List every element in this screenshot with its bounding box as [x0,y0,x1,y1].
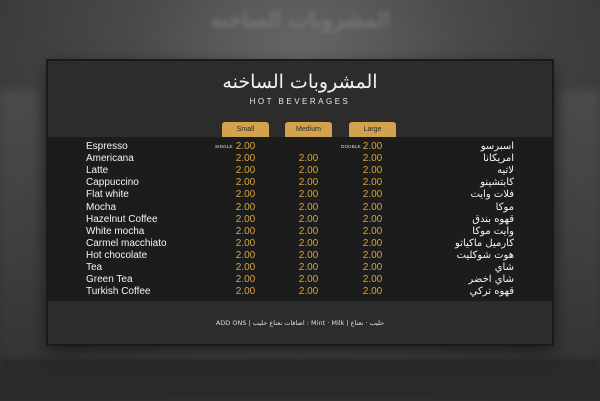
price-small: 2.00 [235,225,256,237]
menu-row [48,274,552,286]
price-small: 2.00 [235,201,256,213]
price-medium: 2.00 [298,249,319,261]
menu-title-english: HOT BEVERAGES [249,97,351,106]
price-small: 2.00 [235,141,256,152]
item-name-arabic: كارميل ماكياتو [455,237,514,249]
price-medium: 2.00 [298,213,319,225]
item-name-english: Flat white [86,189,129,201]
item-name-arabic: قهوه بندق [472,213,514,225]
column-header-large: Large [349,122,396,137]
item-name-english: Green Tea [86,274,133,286]
item-name-arabic: كابتشينو [480,177,514,189]
menu-row [48,165,552,177]
price-large: 2.00 [362,153,383,165]
item-name-english: Mocha [86,201,117,213]
menu-row [48,141,552,153]
item-name-english: Cappuccino [86,177,139,189]
price-large: 2.00 [362,189,383,201]
item-name-english: Hazelnut Coffee [86,213,158,225]
price-large: 2.00 [362,249,383,261]
price-small: 2.00 [235,189,256,201]
size-tag-double: DOUBLE [341,144,361,149]
item-name-english: Turkish Coffee [86,286,151,298]
blurred-floor [0,359,600,401]
item-name-arabic: وايت موكا [472,225,514,237]
item-name-arabic: لاتيه [497,165,514,177]
menu-display-screen [48,61,552,344]
menu-row [48,262,552,274]
blurred-right-edge [560,90,600,390]
column-header-small: Small [222,122,269,137]
price-small: 2.00 [235,286,256,298]
price-small: 2.00 [235,177,256,189]
price-large: 2.00 [362,201,383,213]
price-large: 2.00 [362,141,383,152]
price-medium: 2.00 [298,189,319,201]
menu-row [48,153,552,165]
price-small: 2.00 [235,213,256,225]
item-name-english: Latte [86,165,109,177]
item-name-english: Americana [86,153,134,165]
menu-items-panel [48,137,552,301]
price-medium: 2.00 [298,274,319,286]
column-header-medium: Medium [285,122,332,137]
price-small: 2.00 [235,249,256,261]
item-name-english: White mocha [86,225,145,237]
price-small: 2.00 [235,165,256,177]
price-large: 2.00 [362,165,383,177]
blurred-background-heading: المشروبات الساخنه [210,8,390,33]
item-name-english: Carmel macchiato [86,237,167,249]
price-large: 2.00 [362,274,383,286]
price-large: 2.00 [362,213,383,225]
price-large: 2.00 [362,177,383,189]
price-large: 2.00 [362,286,383,298]
price-large: 2.00 [362,237,383,249]
menu-row [48,177,552,189]
price-medium: 2.00 [298,262,319,273]
price-medium: 2.00 [298,153,319,165]
price-medium: 2.00 [298,237,319,249]
item-name-english: Tea [86,262,103,273]
price-medium: 2.00 [298,177,319,189]
item-name-arabic: موكا [495,201,514,213]
item-name-arabic: شاي [494,262,514,273]
menu-row [48,189,552,201]
item-name-english: Espresso [86,141,128,152]
item-name-arabic: شاي اخضر [468,274,514,286]
add-ons-line: ADD ONS | اضافات نعناع حليب : Mint · Milk | حليب · نعناع [215,319,385,327]
item-name-arabic: هوت شوكليت [456,249,514,261]
menu-row [48,250,552,262]
price-large: 2.00 [362,225,383,237]
price-medium: 2.00 [298,201,319,213]
menu-header [48,61,552,137]
menu-row [48,202,552,214]
price-medium: 2.00 [298,225,319,237]
menu-row [48,214,552,226]
item-name-english: Hot chocolate [86,249,148,261]
item-name-arabic: قهوه تركي [469,286,514,298]
menu-row [48,238,552,250]
menu-row [48,226,552,238]
price-large: 2.00 [362,262,383,273]
blurred-left-edge [0,90,40,390]
menu-title-arabic: المشروبات الساخنه [222,71,378,93]
price-small: 2.00 [235,262,256,273]
price-medium: 2.00 [298,165,319,177]
item-name-arabic: فلات وايت [470,189,514,201]
menu-footer [48,301,552,344]
menu-row [48,286,552,298]
size-tag-single: SINGLE [215,144,233,149]
price-medium: 2.00 [298,286,319,298]
price-small: 2.00 [235,153,256,165]
item-name-arabic: اسبرسو [480,141,514,152]
price-small: 2.00 [235,237,256,249]
price-small: 2.00 [235,274,256,286]
item-name-arabic: امريكانا [483,153,514,165]
